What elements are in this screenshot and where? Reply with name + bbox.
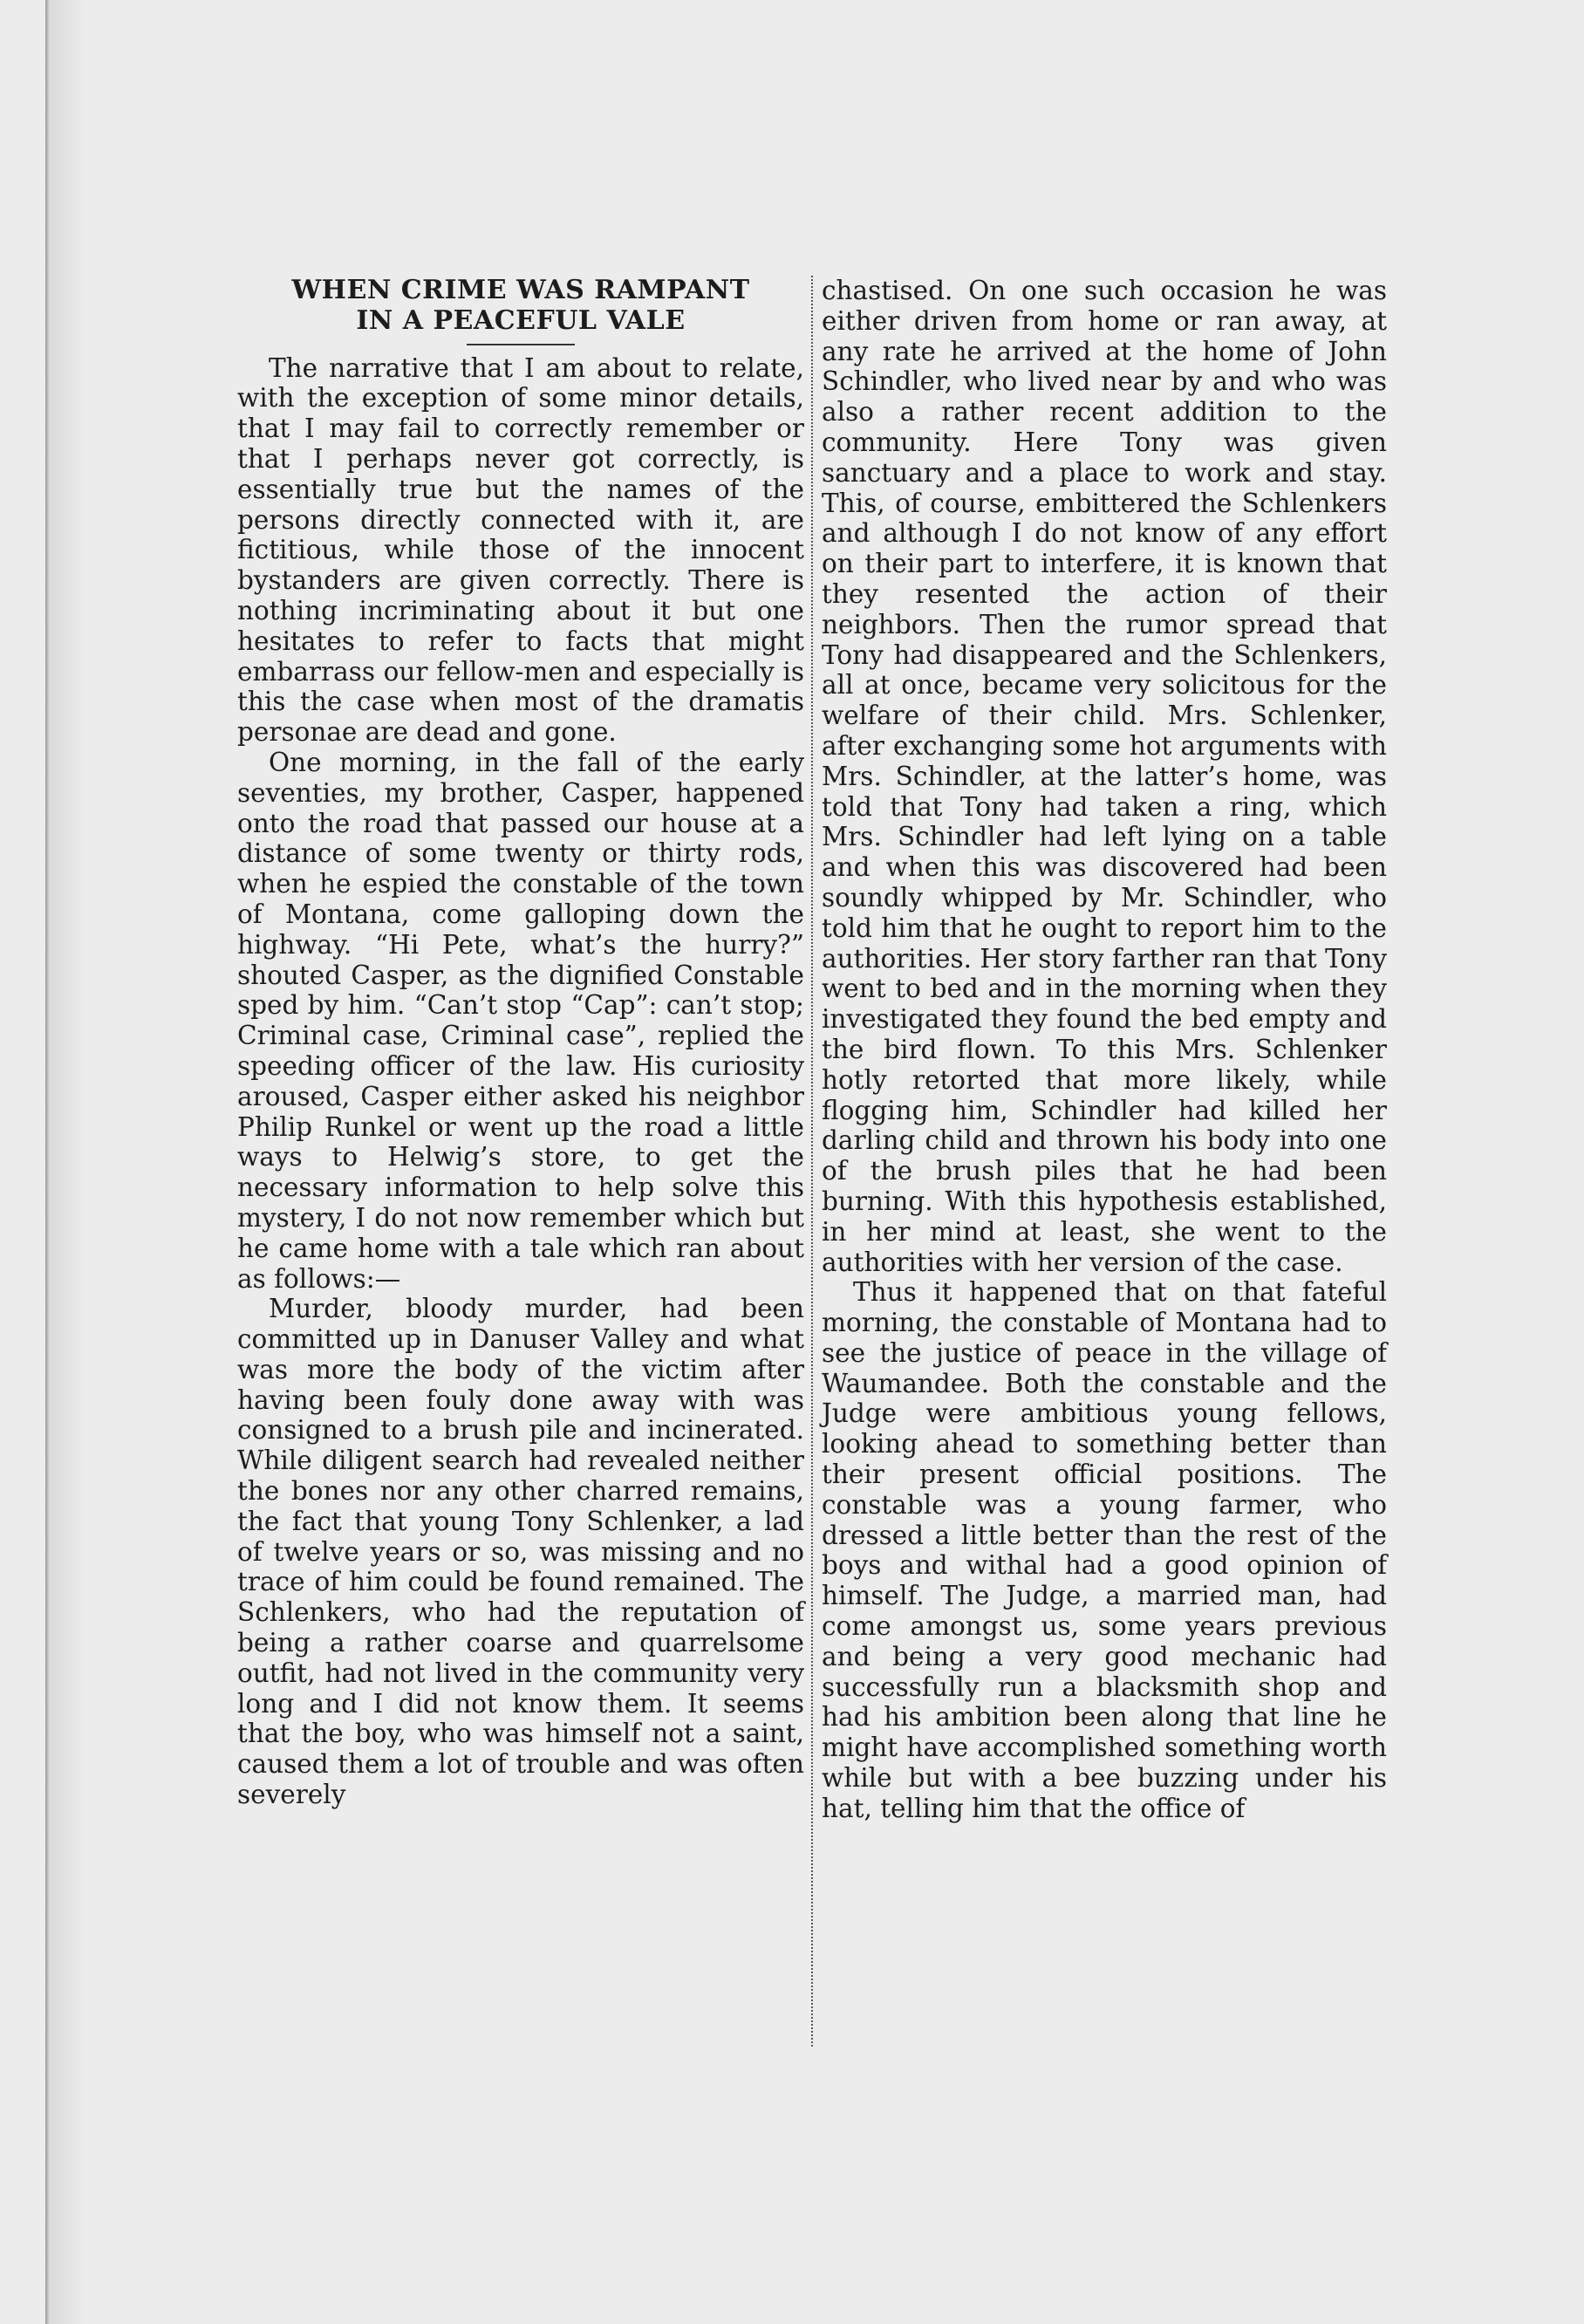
paragraph-murder: Murder, bloody murder, had been committed up in Danuser Valley and what was more the body of the victim after having been fouly done away with was consigned to a brush pile and incinerated. While diligent search had revealed neither the bones nor any other charred remains, the fact that young Tony Schlenker, a lad of twelve years or so, was missing and no trace of him could be found remained. The Schlenkers, who had the reputation of being a rather coarse and quarrelsome outfit, had not lived in the community very long and I did not know them. It seems that the boy, who was himself not a saint, caused them a lot of trouble and was often severely <box>237 1294 804 1810</box>
article-title-line-1: WHEN CRIME WAS RAMPANT <box>291 275 750 305</box>
article-title <box>237 276 804 337</box>
column-divider <box>811 276 813 2047</box>
paragraph-intro: The narrative that I am about to relate, with the exception of some minor details, that I may fail to correctly remember or that I perhaps never got correctly, is essentially true but the names of the persons directly connected with it, are fictitious, while those of the innocent bystanders are given correctly. There is nothing incriminating about it but one hesitates to refer to facts that might embarrass our fellow-men and especially is this the case when most of the dramatis personae are dead and gone. <box>237 352 804 748</box>
article-title-line-2: IN A PEACEFUL VALE <box>356 304 686 336</box>
paragraph-continuation: chastised. On one such occasion he was either driven from home or ran away, at any rate he arrived at the home of John Schindler, who lived near by and who was also a rather recent addition to the community. Here Tony was given sanctuary and a place to work and stay. This, of course, embittered the Schlenkers and although I do not know of any effort on their part to interfere, it is known that they resented the action of their neighbors. Then the rumor spread that Tony had disappeared and the Schlenkers, all at once, became very solicitous for the welfare of their child. Mrs. Schlenker, after exchanging some hot arguments with Mrs. Schindler, at the latter’s home, was told that Tony had taken a ring, which Mrs. Schindler had left lying on a table and when this was discovered had been soundly whipped by Mr. Schindler, who told him that he ought to report him to the authorities. Her story farther ran that Tony went to bed and in the morning when they investigated they found the bed empty and the bird flown. To this Mrs. Schlenker hotly retorted that more likely, while flogging him, Schindler had killed her darling child and thrown his body into one of the brush piles that he had been burning. With this hypothesis established, in her mind at least, she went to the authorities with her version of the case. <box>822 276 1387 1277</box>
paragraph-one-morning: One morning, in the fall of the early seventies, my brother, Casper, happened onto the road that passed our house at a distance of some twenty or thirty rods, when he espied the constable of the town of Montana, come galloping down the highway. “Hi Pete, what’s the hurry?” shouted Casper, as the dignified Constable sped by him. “Can’t stop “Cap”: can’t stop; Criminal case, Criminal case”, replied the speeding officer of the law. His curiosity aroused, Casper either asked his neighbor Philip Runkel or went up the road a little ways to Helwig’s store, to get the necessary information to help solve this mystery, I do not now remember which but he came home with a tale which ran about as follows:— <box>237 747 804 1294</box>
article <box>237 276 1387 2047</box>
title-divider <box>467 344 575 345</box>
left-column <box>237 276 804 2047</box>
right-column <box>822 276 1387 2047</box>
page-binding-shadow <box>51 0 85 2324</box>
paragraph-thus-it-happened: Thus it happened that on that fateful morning, the constable of Montana had to see the justice of peace in the village of Waumandee. Both the constable and the Judge were ambitious young fellows, looking ahead to something better than their present official positions. The constable was a young farmer, who dressed a little better than the rest of the boys and withal had a good opinion of himself. The Judge, a married man, had come amongst us, some years previous and being a very good mechanic had successfully run a blacksmith shop and had his ambition been along that line he might have accomplished something worth while but with a bee buzzing under his hat, telling him that the office of <box>822 1277 1387 1823</box>
